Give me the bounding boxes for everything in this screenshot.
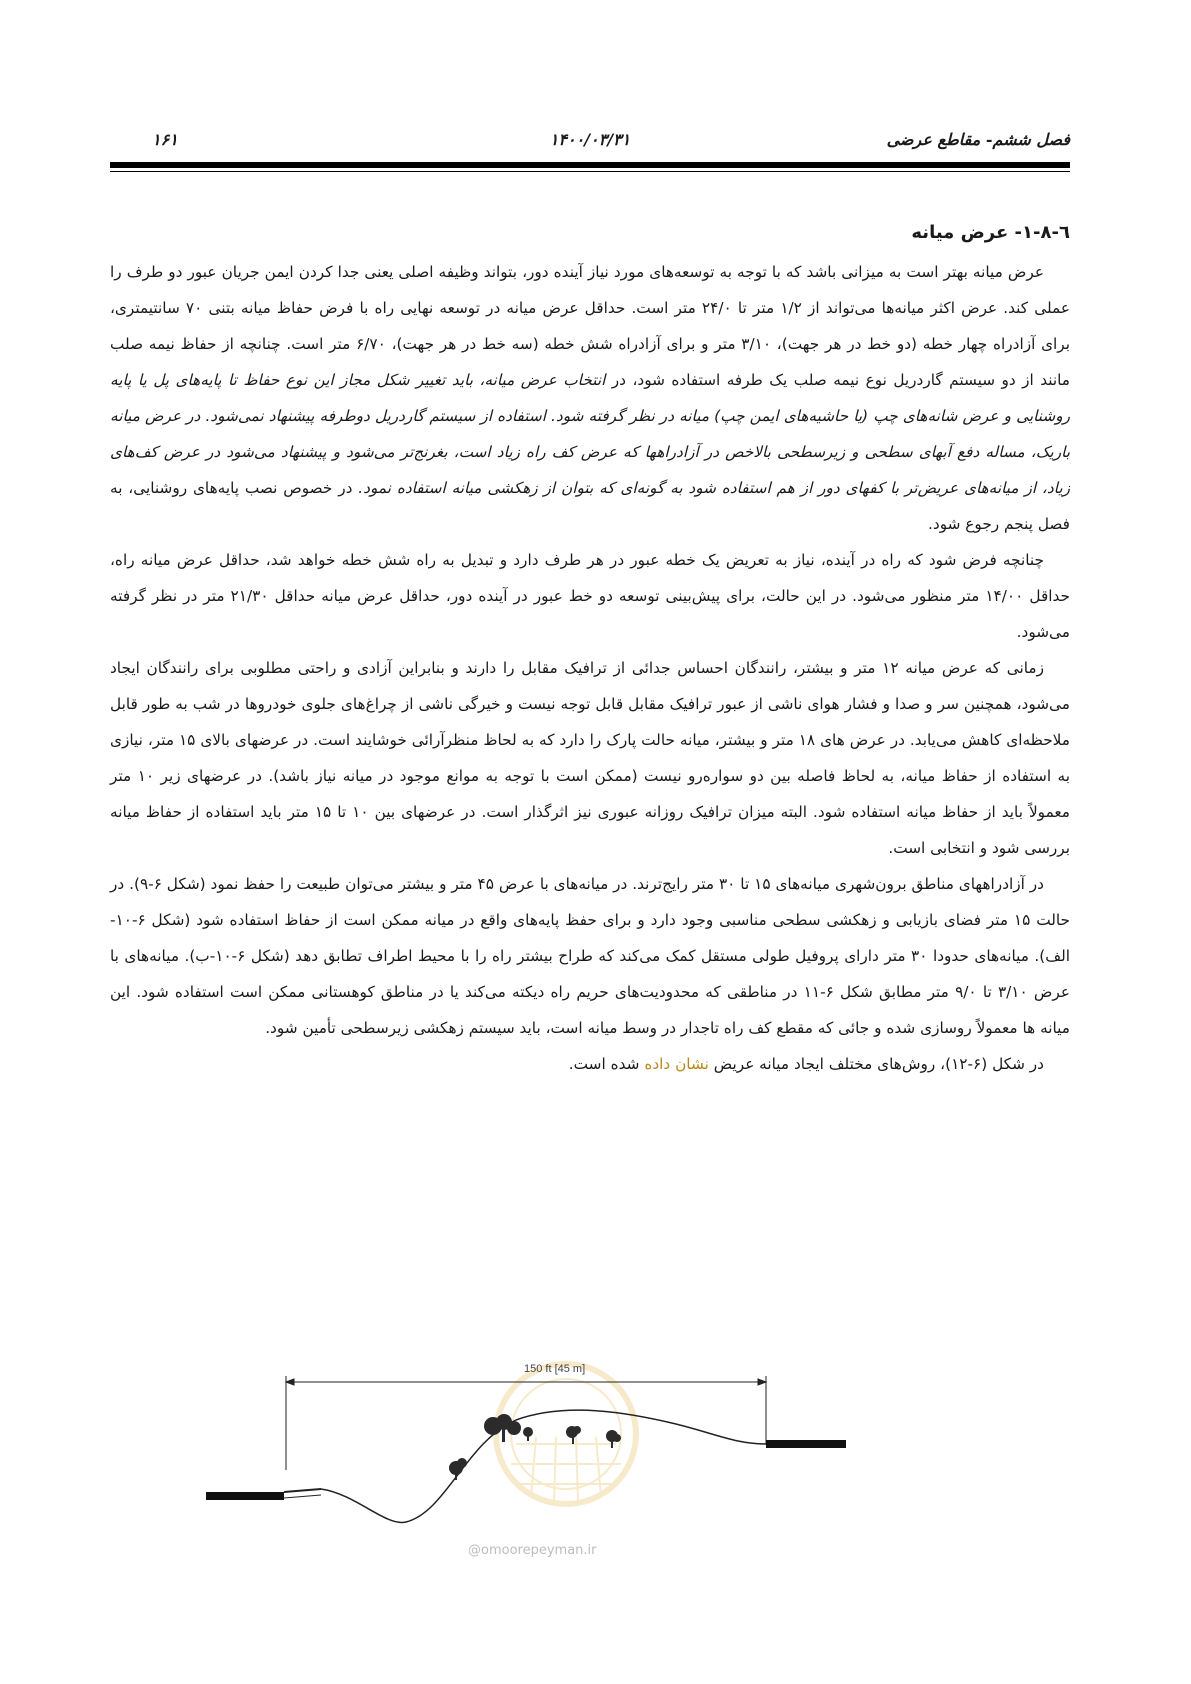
paragraph-3: زمانی که عرض میانه ۱۲ متر و بیشتر، رانندگان احساس جدائی از ترافیک مقابل را دارند و بنابراین آزادی و راحتی مطلوبی برای رانندگان ایجاد می‌شود، همچنین سر و صدا و فشار هوای ناشی از عبور ترافیک مقابل قابل توجه نیست و خیرگی ناشی از چراغ‌های جلوی خودروها در شب به طور قابل ملاحظه‌ای کاهش می‌یابد. در عرض های ۱۸ متر و بیشتر، میانه حالت پارک را دارد که به لحاظ منظرآرائی خوشایند است. در عرضهای بالای ۱۵ متر، نیازی به استفاده از حفاظ میانه، به لحاظ فاصله بین دو سواره‌رو نیست (ممکن است با توجه به موانع موجود در میانه نیاز باشد). در عرضهای زیر ۱۰ متر معمولاً باید از حفاظ میانه استفاده شود. البته میزان ترافیک روزانه عبوری نیز اثرگذار است. در عرضهای بین ۱۰ تا ۱۵ متر باید استفاده از حفاظ میانه بررسی شود و انتخابی است. bbox=[110, 659, 1071, 857]
chapter-title: فصل ششم- مقاطع عرضی bbox=[886, 130, 1070, 149]
paragraph-5-text-a: در شکل (۶-۱۲)، روش‌های مختلف ایجاد میانه عریض bbox=[708, 1055, 1044, 1073]
left-shoulder bbox=[284, 1489, 321, 1492]
paragraph-5-highlight: نشان داده bbox=[644, 1055, 709, 1073]
median-cross-section-figure bbox=[206, 1352, 986, 1602]
paragraph-1-text-a: عرض میانه بهتر است به میزانی باشد که با توجه به توسعه‌های مورد نیاز آینده دور، بتواند وظیفه اصلی یعنی جدا کردن ایمن جریان عبور دو طرف را عملی کند. عرض اکثر میانه‌ها می‌تواند از ۱/۲ متر تا ۲۴/۰ متر است. حداقل عرض میانه در توسعه نهایی راه با فرض حفاظ میانه بتنی ۷۰ سانتیمتری، برای آزادراه چهار خطه (دو خط در هر جهت)، ۳/۱۰ متر و برای آزادراه شش خطه (سه خط در هر جهت)، ۶/۷۰ متر است. چنانچه از حفاظ نیمه صلب مانند از دو سیستم گاردریل نوع نیمه صلب یک طرفه استفاده شود، در bbox=[110, 263, 1071, 389]
tree-icon bbox=[449, 1458, 467, 1480]
paragraph-2: چنانچه فرض شود که راه در آینده، نیاز به تعریض یک خطه عبور در هر طرف دارد و تبدیل به راه شش خطه خواهد شد، حداقل عرض میانه راه، حداقل ۱۴/۰۰ متر منظور می‌شود. در این حالت، برای پیش‌بینی توسعه دو خط عبور در آینده دور، حداقل عرض میانه حداقل ۲۱/۳۰ متر در نظر گرفته می‌شود. bbox=[110, 551, 1071, 641]
tree-icon bbox=[606, 1430, 621, 1448]
header-rule-thick bbox=[110, 162, 1070, 168]
left-roadway bbox=[206, 1492, 284, 1500]
paragraph-5-text-b: شده است. bbox=[568, 1055, 640, 1073]
page-header bbox=[110, 130, 1070, 156]
revision-date: ۱۴۰۰/۰۳/۳۱ bbox=[549, 130, 631, 149]
left-shoulder-edge bbox=[284, 1495, 321, 1498]
watermark-text: @omoorepeyman.ir bbox=[468, 1543, 597, 1558]
tree-icon bbox=[566, 1426, 581, 1444]
paragraph-1 bbox=[110, 254, 1070, 542]
body-content bbox=[110, 218, 1070, 1082]
paragraph-1-text-b: در خصوص نصب پایه‌های روشنایی، به فصل پنجم رجوع شود. bbox=[110, 479, 1070, 533]
ground-profile bbox=[321, 1410, 766, 1522]
paragraph-1-italic: انتخاب عرض میانه، باید تغییر شکل مجاز این نوع حفاظ تا پایه‌های پل یا پایه روشنایی و عرض شانه‌های چپ (یا حاشیه‌های ایمن چپ) میانه در نظر گرفته شود. استفاده از سیستم گاردریل دوطرفه پیشنهاد نمی‌شود. در عرض میانه باریک، مساله دفع آبهای سطحی و زیرسطحی بالاخص در آزادراهها که عرض کف راه زیاد است، بغرنج‌تر می‌شود و پیشنهاد می‌شود در عرض کف‌های زیاد، از میانه‌های عریض‌تر با کفهای دور از هم استفاده شود به گونه‌ای که بتوان از زهکشی میانه استفاده نمود. bbox=[110, 371, 1070, 497]
dimension-label: 150 ft [45 m] bbox=[524, 1363, 586, 1375]
dimension-line bbox=[286, 1376, 766, 1470]
section-title: ٦-٨-١- عرض میانه bbox=[911, 222, 1070, 243]
cross-section-svg bbox=[206, 1352, 986, 1602]
paragraph-5 bbox=[110, 1046, 1070, 1082]
tree-icon bbox=[523, 1427, 533, 1441]
right-roadway bbox=[766, 1440, 846, 1448]
paragraph-4: در آزادراههای مناطق برون‌شهری میانه‌های ۱۵ تا ۳۰ متر رایج‌ترند. در میانه‌های با عرض ۴۵ متر و بیشتر می‌توان طبیعت را حفظ نمود (شکل ۶-۹). در حالت ۱۵ متر فضای بازیابی و زهکشی سطحی مناسبی وجود دارد و برای حفظ پایه‌های واقع در میانه ممکن است از حفاظ استفاده شود (شکل ۶-۱۰- الف). میانه‌های حدودا ۳۰ متر دارای پروفیل طولی مستقل کمک می‌کند که طراح بیشتر راه را با محیط اطراف تطابق دهد (شکل ۶-۱۰-ب). میانه‌های با عرض ۳/۱۰ تا ۹/۰ متر مطابق شکل ۶-۱۱ در مناطقی که محدودیت‌های حریم راه دیکته می‌کند یا در مناطق کوهستانی ممکن است استفاده شود. این میانه ها معمولاً روسازی شده و جائی که مقطع کف راه تاجدار در وسط میانه است، باید سیستم زهکشی زیرسطحی تأمین شود. bbox=[110, 875, 1071, 1037]
header-rule-thin bbox=[110, 171, 1070, 172]
page-number: ۱۶۱ bbox=[152, 130, 178, 149]
